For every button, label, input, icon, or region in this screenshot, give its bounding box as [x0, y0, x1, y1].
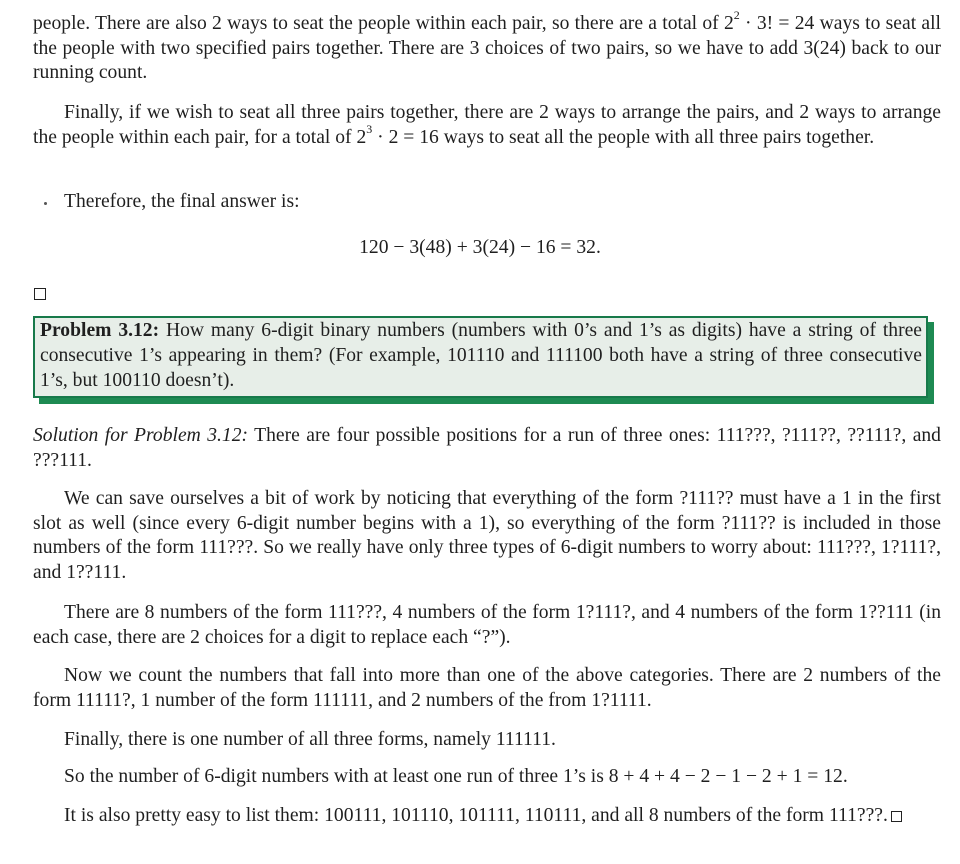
paragraph-text: · 2 = 16 ways to seat all the people with all three pairs together.	[372, 126, 875, 148]
paragraph-pairs-count	[33, 8, 942, 86]
paragraph-save-work: We can save ourselves a bit of work by noticing that everything of the form ?111?? must have a 1 in the first slot as well (since every 6-digit number begins with a 1), so everything of the form ?111?? is included in those numbers of the form 111???. So we really have only three types of 6-digit numbers to worry about: 111???, 1?111?, and 1??111.	[33, 488, 941, 583]
exponent: 2	[733, 8, 740, 23]
paragraph-count-forms: There are 8 numbers of the form 111???, 4 numbers of the form 1?111?, and 4 numbers of the form 1??111 (in each case, there are 2 choices for a digit to replace each “?”).	[33, 602, 941, 648]
qed-square-icon	[891, 811, 902, 822]
solution-label: Solution for Problem 3.12:	[33, 425, 249, 446]
solution-text: There are four possible positions for a run of three ones: 111???, ?111??, ??111?, and ???111.	[33, 425, 941, 471]
paragraph-text: people. There are also 2 ways to seat the people within each pair, so there are a total of 2	[33, 13, 734, 34]
paragraph-list	[33, 804, 941, 829]
qed-square-icon	[34, 288, 46, 300]
problem-box	[33, 316, 928, 398]
paragraph-overlaps: Now we count the numbers that fall into more than one of the above categories. There are 2 numbers of the form 11111?, 1 number of the form 111111, and 2 numbers of the from 1?1111.	[33, 665, 941, 711]
final-answer-equation: 120 − 3(48) + 3(24) − 16 = 32.	[359, 237, 601, 258]
paragraph-text: · 3! = 24 ways to seat all the people with two specified pairs together. There are 3 choices of two pairs, so we have to add 3(24) back to our running count.	[33, 13, 942, 83]
problem-statement	[35, 318, 926, 393]
problem-text: How many 6-digit binary numbers (numbers with 0’s and 1’s as digits) have a string of three consecutive 1’s appearing in them? (For example, 101110 and 111100 both have a string of three consecutive 1’s, but 100110 doesn’t).	[40, 320, 923, 391]
paragraph-therefore: Therefore, the final answer is:	[64, 191, 300, 212]
problem-label: Problem 3.12:	[40, 320, 160, 341]
paragraph-text: It is also pretty easy to list them: 100111, 101110, 101111, 110111, and all 8 numbers of the form 111???.	[64, 805, 888, 826]
paragraph-all-three: Finally, there is one number of all three forms, namely 111111.	[64, 729, 556, 750]
paragraph-text: Finally, if we wish to seat all three pairs together, there are 2 ways to arrange the pairs, and 2 ways to arrange the people within each pair, for a total of 2	[33, 102, 941, 148]
solution-intro	[33, 424, 941, 473]
exponent: 3	[366, 121, 373, 136]
paragraph-three-pairs	[33, 101, 941, 150]
paragraph-total: So the number of 6-digit numbers with at least one run of three 1’s is 8 + 4 + 4 − 2 − 1 − 2 + 1 = 12.	[64, 766, 848, 787]
